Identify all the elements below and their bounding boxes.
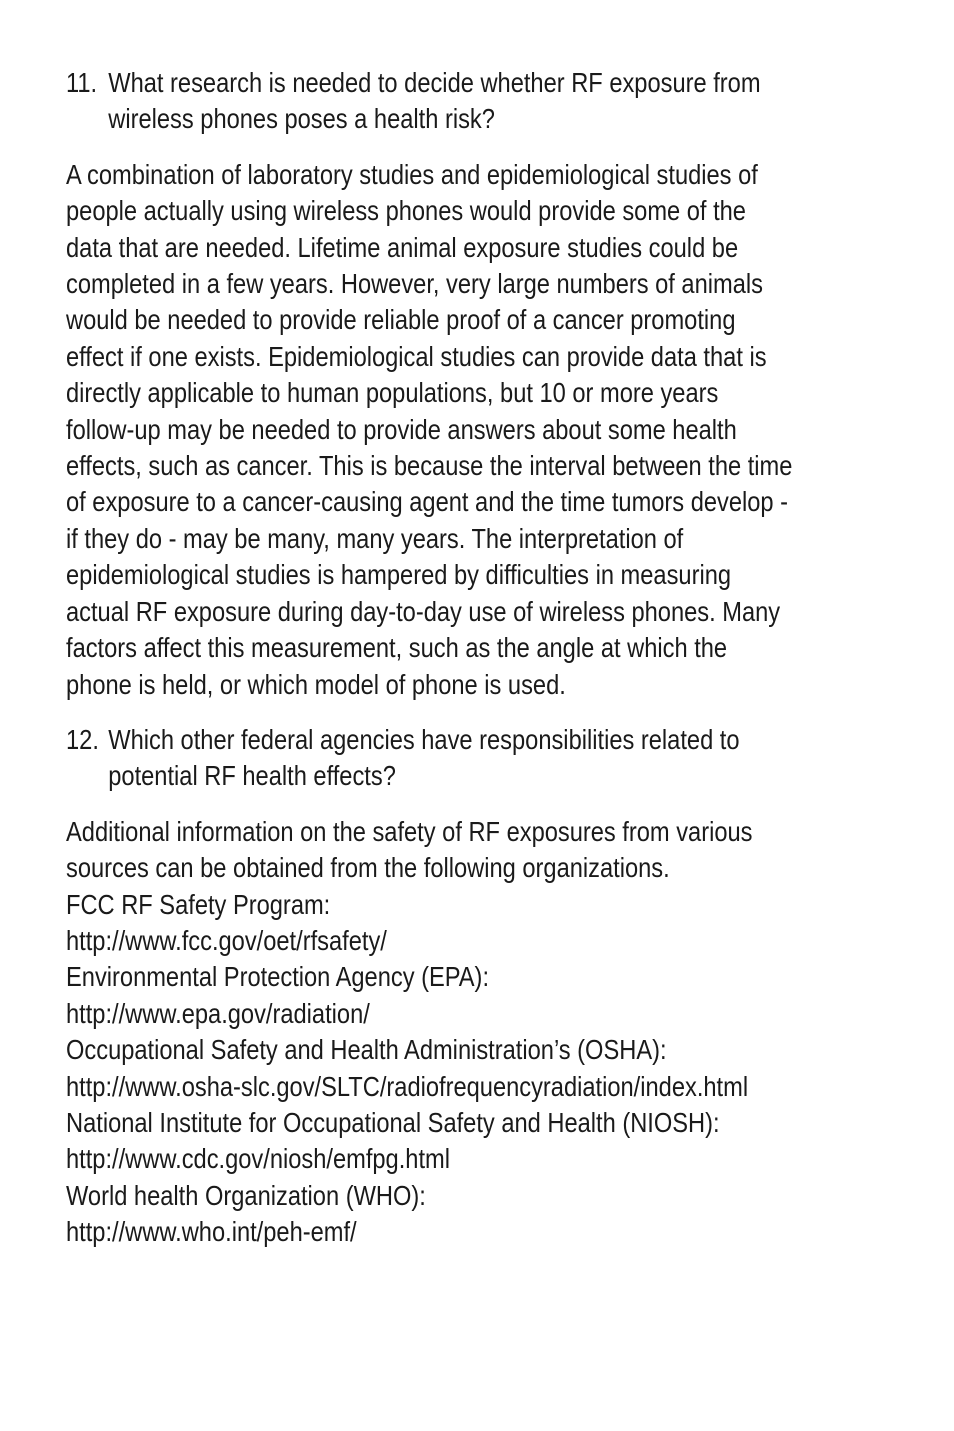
organization-url: http://www.cdc.gov/niosh/emfpg.html: [66, 1143, 450, 1175]
answer-line: actual RF exposure during day-to-day use of wireless phones. Many: [66, 595, 781, 627]
organization-name: Environmental Protection Agency (EPA):: [66, 961, 490, 993]
organization-name: National Institute for Occupational Safety and Health (NIOSH):: [66, 1106, 720, 1138]
organization-name: FCC RF Safety Program:: [66, 888, 331, 920]
answer-line: people actually using wireless phones would provide some of the: [66, 195, 746, 227]
answer-line: Additional information on the safety of RF exposures from various: [66, 815, 753, 847]
answer-line: factors affect this measurement, such as the angle at which the: [66, 632, 728, 664]
question-line: Which other federal agencies have responsibilities related to: [108, 723, 740, 755]
answer-line: would be needed to provide reliable proof of a cancer promoting: [66, 304, 736, 336]
answer-12: [66, 814, 886, 1251]
question-line: potential RF health effects?: [108, 760, 396, 792]
organization-url: http://www.fcc.gov/oet/rfsafety/: [66, 924, 387, 956]
answer-line: effect if one exists. Epidemiological studies can provide data that is: [66, 340, 767, 372]
answer-line: phone is held, or which model of phone is used.: [66, 668, 566, 700]
answer-line: effects, such as cancer. This is because the interval between the time: [66, 450, 793, 482]
answer-line: data that are needed. Lifetime animal exposure studies could be: [66, 231, 739, 263]
question-number: 11.: [66, 67, 98, 98]
answer-line: if they do - may be many, many years. The interpretation of: [66, 522, 684, 554]
question-line: wireless phones poses a health risk?: [108, 103, 495, 135]
organization-name: Occupational Safety and Health Administration’s (OSHA):: [66, 1034, 667, 1066]
answer-line: of exposure to a cancer-causing agent and the time tumors develop -: [66, 486, 789, 518]
organization-url: http://www.osha-slc.gov/SLTC/radiofrequencyradiation/index.html: [66, 1070, 749, 1102]
answer-line: A combination of laboratory studies and epidemiological studies of: [66, 158, 758, 190]
question-number: 12.: [66, 723, 99, 755]
answer-line: follow-up may be needed to provide answers about some health: [66, 413, 737, 445]
answer-line: sources can be obtained from the following organizations.: [66, 852, 670, 884]
question-11: [66, 65, 886, 138]
answer-line: completed in a few years. However, very large numbers of animals: [66, 268, 763, 300]
organization-name: World health Organization (WHO):: [66, 1179, 426, 1211]
answer-11: [66, 157, 886, 703]
organization-url: http://www.epa.gov/radiation/: [66, 997, 370, 1029]
document-page: [66, 65, 886, 1270]
question-line: What research is needed to decide whether RF exposure from: [108, 67, 761, 98]
question-12: [66, 722, 886, 795]
answer-line: directly applicable to human populations, but 10 or more years: [66, 377, 719, 409]
organization-url: http://www.who.int/peh-emf/: [66, 1216, 357, 1248]
answer-line: epidemiological studies is hampered by difficulties in measuring: [66, 559, 732, 591]
